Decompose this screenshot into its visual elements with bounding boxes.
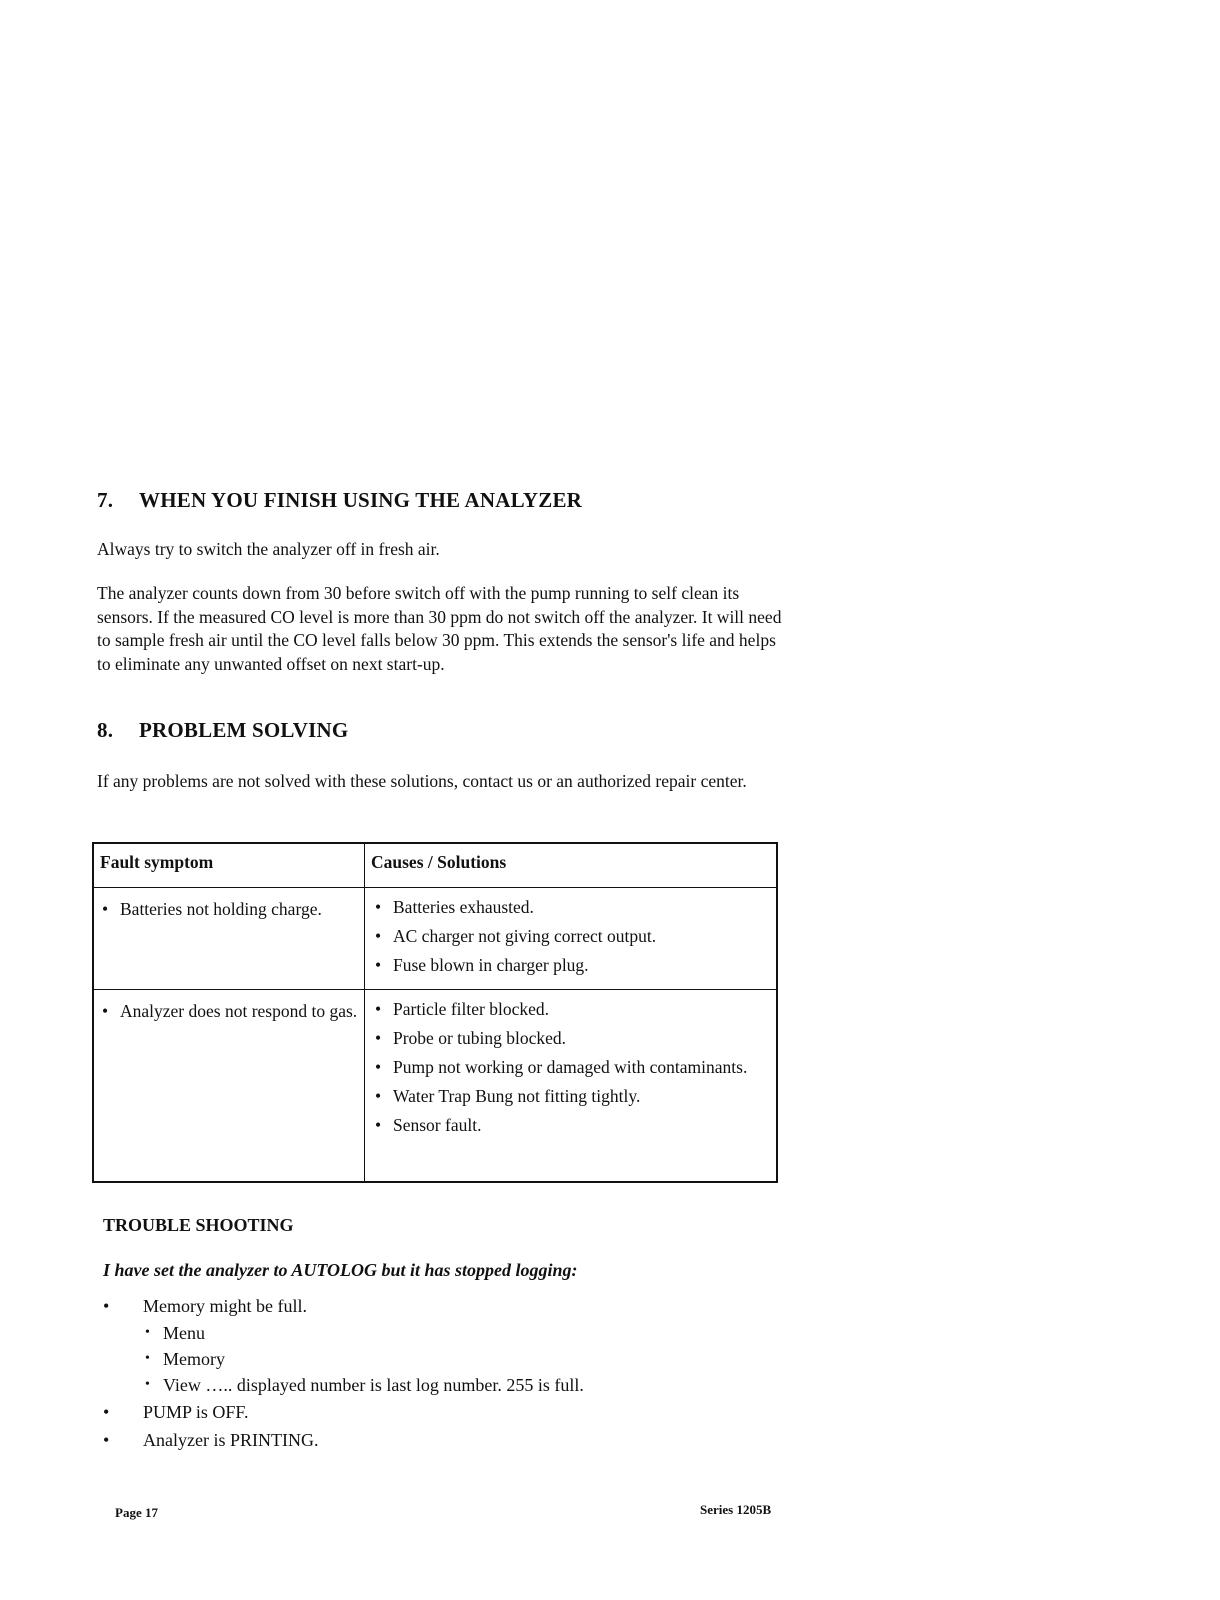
list-item xyxy=(103,1398,584,1426)
solution-item: • Particle filter blocked. xyxy=(373,998,768,1021)
symptom-cell xyxy=(93,990,365,1183)
section-title: WHEN YOU FINISH USING THE ANALYZER xyxy=(139,488,583,512)
section-number: 7. xyxy=(97,488,114,512)
series-label: Series 1205B xyxy=(700,1502,772,1517)
list-item-text: Analyzer is PRINTING. xyxy=(143,1430,319,1450)
countdown-paragraph: The analyzer counts down from 30 before switch off with the pump running to self clean its sensors. If the measured CO level is more than 30 ppm do not switch off the analyzer. It will need to sample fresh air until the CO level falls below 30 ppm. This extends the sensor's life and helps to eliminate any unwanted offset on next start-up. xyxy=(97,583,782,674)
solutions-cell xyxy=(365,888,778,990)
fresh-air-paragraph: Always try to switch the analyzer off in fresh air. xyxy=(97,539,440,559)
solution-item: • Sensor fault. xyxy=(373,1114,768,1137)
section-title: PROBLEM SOLVING xyxy=(139,718,349,742)
sub-list-item: • Memory xyxy=(143,1346,584,1372)
list-item-text: PUMP is OFF. xyxy=(143,1402,249,1422)
table-row xyxy=(93,888,777,990)
troubleshooting-heading: TROUBLE SHOOTING xyxy=(103,1215,294,1235)
menu-steps-list xyxy=(143,1320,584,1398)
solution-item: • Water Trap Bung not fitting tightly. xyxy=(373,1085,768,1108)
sub-list-item: • View ….. displayed number is last log number. 255 is full. xyxy=(143,1372,584,1398)
sub-list-item: • Menu xyxy=(143,1320,584,1346)
solution-item: • Probe or tubing blocked. xyxy=(373,1027,768,1050)
table-header-row xyxy=(93,843,777,888)
fault-table xyxy=(92,842,778,1183)
troubleshooting-list xyxy=(103,1292,584,1454)
symptom-item: • Batteries not holding charge. xyxy=(100,898,358,921)
solution-item: • Batteries exhausted. xyxy=(373,896,768,919)
solutions-cell xyxy=(365,990,778,1183)
problem-intro-paragraph: If any problems are not solved with these solutions, contact us or an authorized repair center. xyxy=(97,771,747,791)
list-item-text: Memory might be full. xyxy=(143,1296,307,1316)
autolog-question: I have set the analyzer to AUTOLOG but it has stopped logging: xyxy=(103,1260,578,1280)
causes-solutions-header: Causes / Solutions xyxy=(365,843,778,888)
solution-item: • Fuse blown in charger plug. xyxy=(373,954,768,977)
page-number: Page 17 xyxy=(115,1505,158,1520)
solution-item: • Pump not working or damaged with contaminants. xyxy=(373,1056,768,1079)
section-number: 8. xyxy=(97,718,114,742)
section-7-heading xyxy=(97,488,582,513)
table-row xyxy=(93,990,777,1183)
fault-symptom-header: Fault symptom xyxy=(93,843,365,888)
symptom-item: • Analyzer does not respond to gas. xyxy=(100,1000,358,1023)
solution-item: • AC charger not giving correct output. xyxy=(373,925,768,948)
symptom-cell xyxy=(93,888,365,990)
list-item xyxy=(103,1426,584,1454)
section-8-heading xyxy=(97,718,348,743)
list-item xyxy=(103,1292,584,1398)
